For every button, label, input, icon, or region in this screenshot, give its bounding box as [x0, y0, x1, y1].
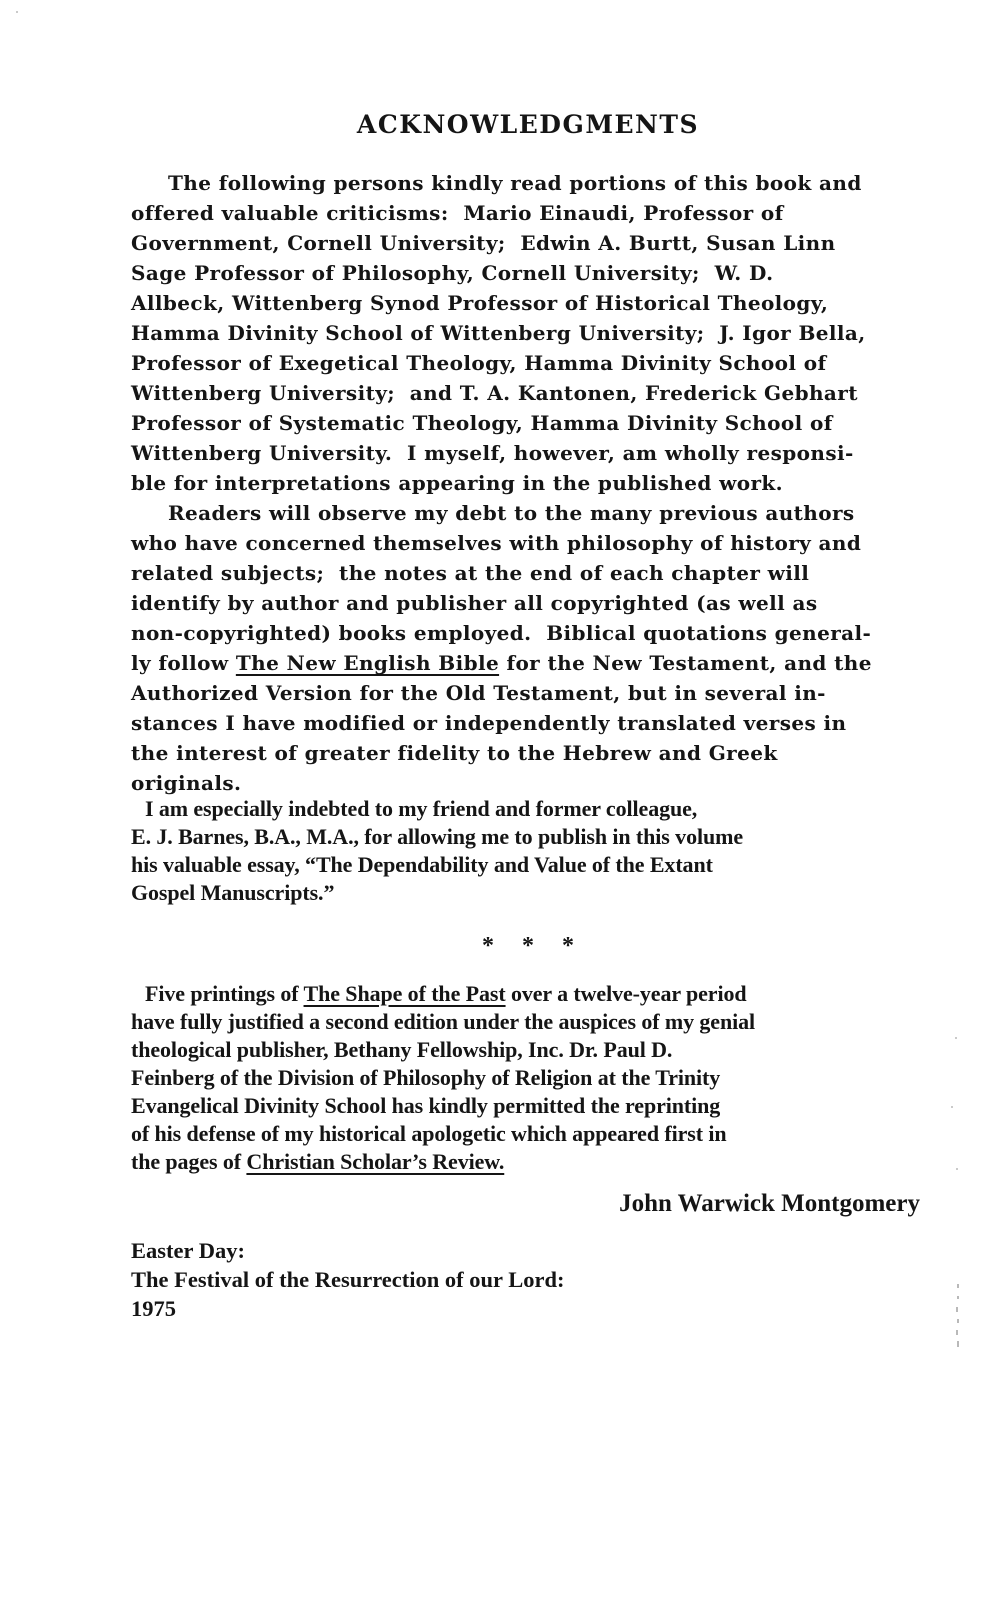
text-line: The following persons kindly read portions of this book and [168, 171, 862, 195]
text-line: stances I have modified or independently translated verses in [131, 711, 847, 735]
dateline-line: 1975 [131, 1296, 176, 1321]
text-line: Professor of Exegetical Theology, Hamma Divinity School of [131, 351, 827, 375]
scan-speck [955, 1037, 957, 1039]
page-title: ACKNOWLEDGMENTS [356, 110, 700, 139]
text-line: originals. [131, 771, 242, 795]
text-line: Wittenberg University. I myself, however, am wholly responsi- [131, 441, 854, 465]
text-line: identify by author and publisher all copyrighted (as well as [131, 591, 818, 615]
author-signature: John Warwick Montgomery [619, 1190, 920, 1217]
scan-speck [957, 1296, 959, 1299]
dateline-line: Easter Day: [131, 1238, 245, 1263]
dateline-block [131, 1236, 925, 1323]
text-line: non-copyrighted) books employed. Biblical quotations general- [131, 621, 872, 645]
text-line: Authorized Version for the Old Testament, but in several in- [131, 681, 826, 705]
underlined-text: Christian Scholar’s Review. [246, 1149, 505, 1174]
paragraph [131, 168, 925, 498]
text-line: Readers will observe my debt to the many previous authors [168, 501, 855, 525]
scan-speck [957, 1341, 959, 1347]
text-line: Sage Professor of Philosophy, Cornell University; W. D. [131, 261, 774, 285]
text-line: the interest of greater fidelity to the Hebrew and Greek [131, 741, 778, 765]
text-line: Hamma Divinity School of Wittenberg University; J. Igor Bella, [131, 321, 866, 345]
text-line: Wittenberg University; and T. A. Kantonen, Frederick Gebhart [131, 381, 858, 405]
underlined-text: The Shape of the Past [303, 981, 506, 1006]
paragraph [131, 795, 925, 907]
text-line: Evangelical Divinity School has kindly permitted the reprinting [131, 1093, 721, 1118]
text-line: ble for interpretations appearing in the published work. [131, 471, 784, 495]
text-line: his valuable essay, “The Dependability and Value of the Extant [131, 852, 713, 877]
text-line: who have concerned themselves with philosophy of history and [131, 531, 862, 555]
paragraph [131, 980, 925, 1176]
text-line: offered valuable criticisms: Mario Einaudi, Professor of [131, 201, 784, 225]
text-line: ly follow The New English Bible for the New Testament, and the [131, 651, 872, 675]
text-line: Feinberg of the Division of Philosophy of Religion at the Trinity [131, 1065, 721, 1090]
asterisk-separator: * * * [482, 933, 574, 959]
text-line: Allbeck, Wittenberg Synod Professor of Historical Theology, [131, 291, 829, 315]
paragraph [131, 498, 925, 798]
underlined-text: The New English Bible [235, 651, 500, 675]
text-line: Five printings of The Shape of the Past over a twelve-year period [145, 981, 747, 1006]
text-line: have fully justified a second edition under the auspices of my genial [131, 1009, 756, 1034]
text-line: I am especially indebted to my friend and former colleague, [145, 796, 698, 821]
text-line: related subjects; the notes at the end of each chapter will [131, 561, 810, 585]
text-line: Gospel Manuscripts.” [131, 880, 335, 905]
text-line: the pages of Christian Scholar’s Review. [131, 1149, 505, 1174]
scan-speck [957, 1284, 959, 1288]
scan-speck [956, 1307, 958, 1312]
scan-speck [951, 1106, 953, 1108]
scan-speck [956, 1330, 958, 1335]
text-line: of his defense of my historical apologetic which appeared first in [131, 1121, 727, 1146]
scan-speck [16, 11, 18, 13]
scan-speck [956, 1168, 958, 1170]
text-line: theological publisher, Bethany Fellowship, Inc. Dr. Paul D. [131, 1037, 673, 1062]
dateline-line: The Festival of the Resurrection of our Lord: [131, 1267, 565, 1292]
scan-speck [957, 1319, 959, 1323]
text-line: Government, Cornell University; Edwin A. Burtt, Susan Linn [131, 231, 836, 255]
text-line: E. J. Barnes, B.A., M.A., for allowing me to publish in this volume [131, 824, 744, 849]
text-line: Professor of Systematic Theology, Hamma Divinity School of [131, 411, 833, 435]
